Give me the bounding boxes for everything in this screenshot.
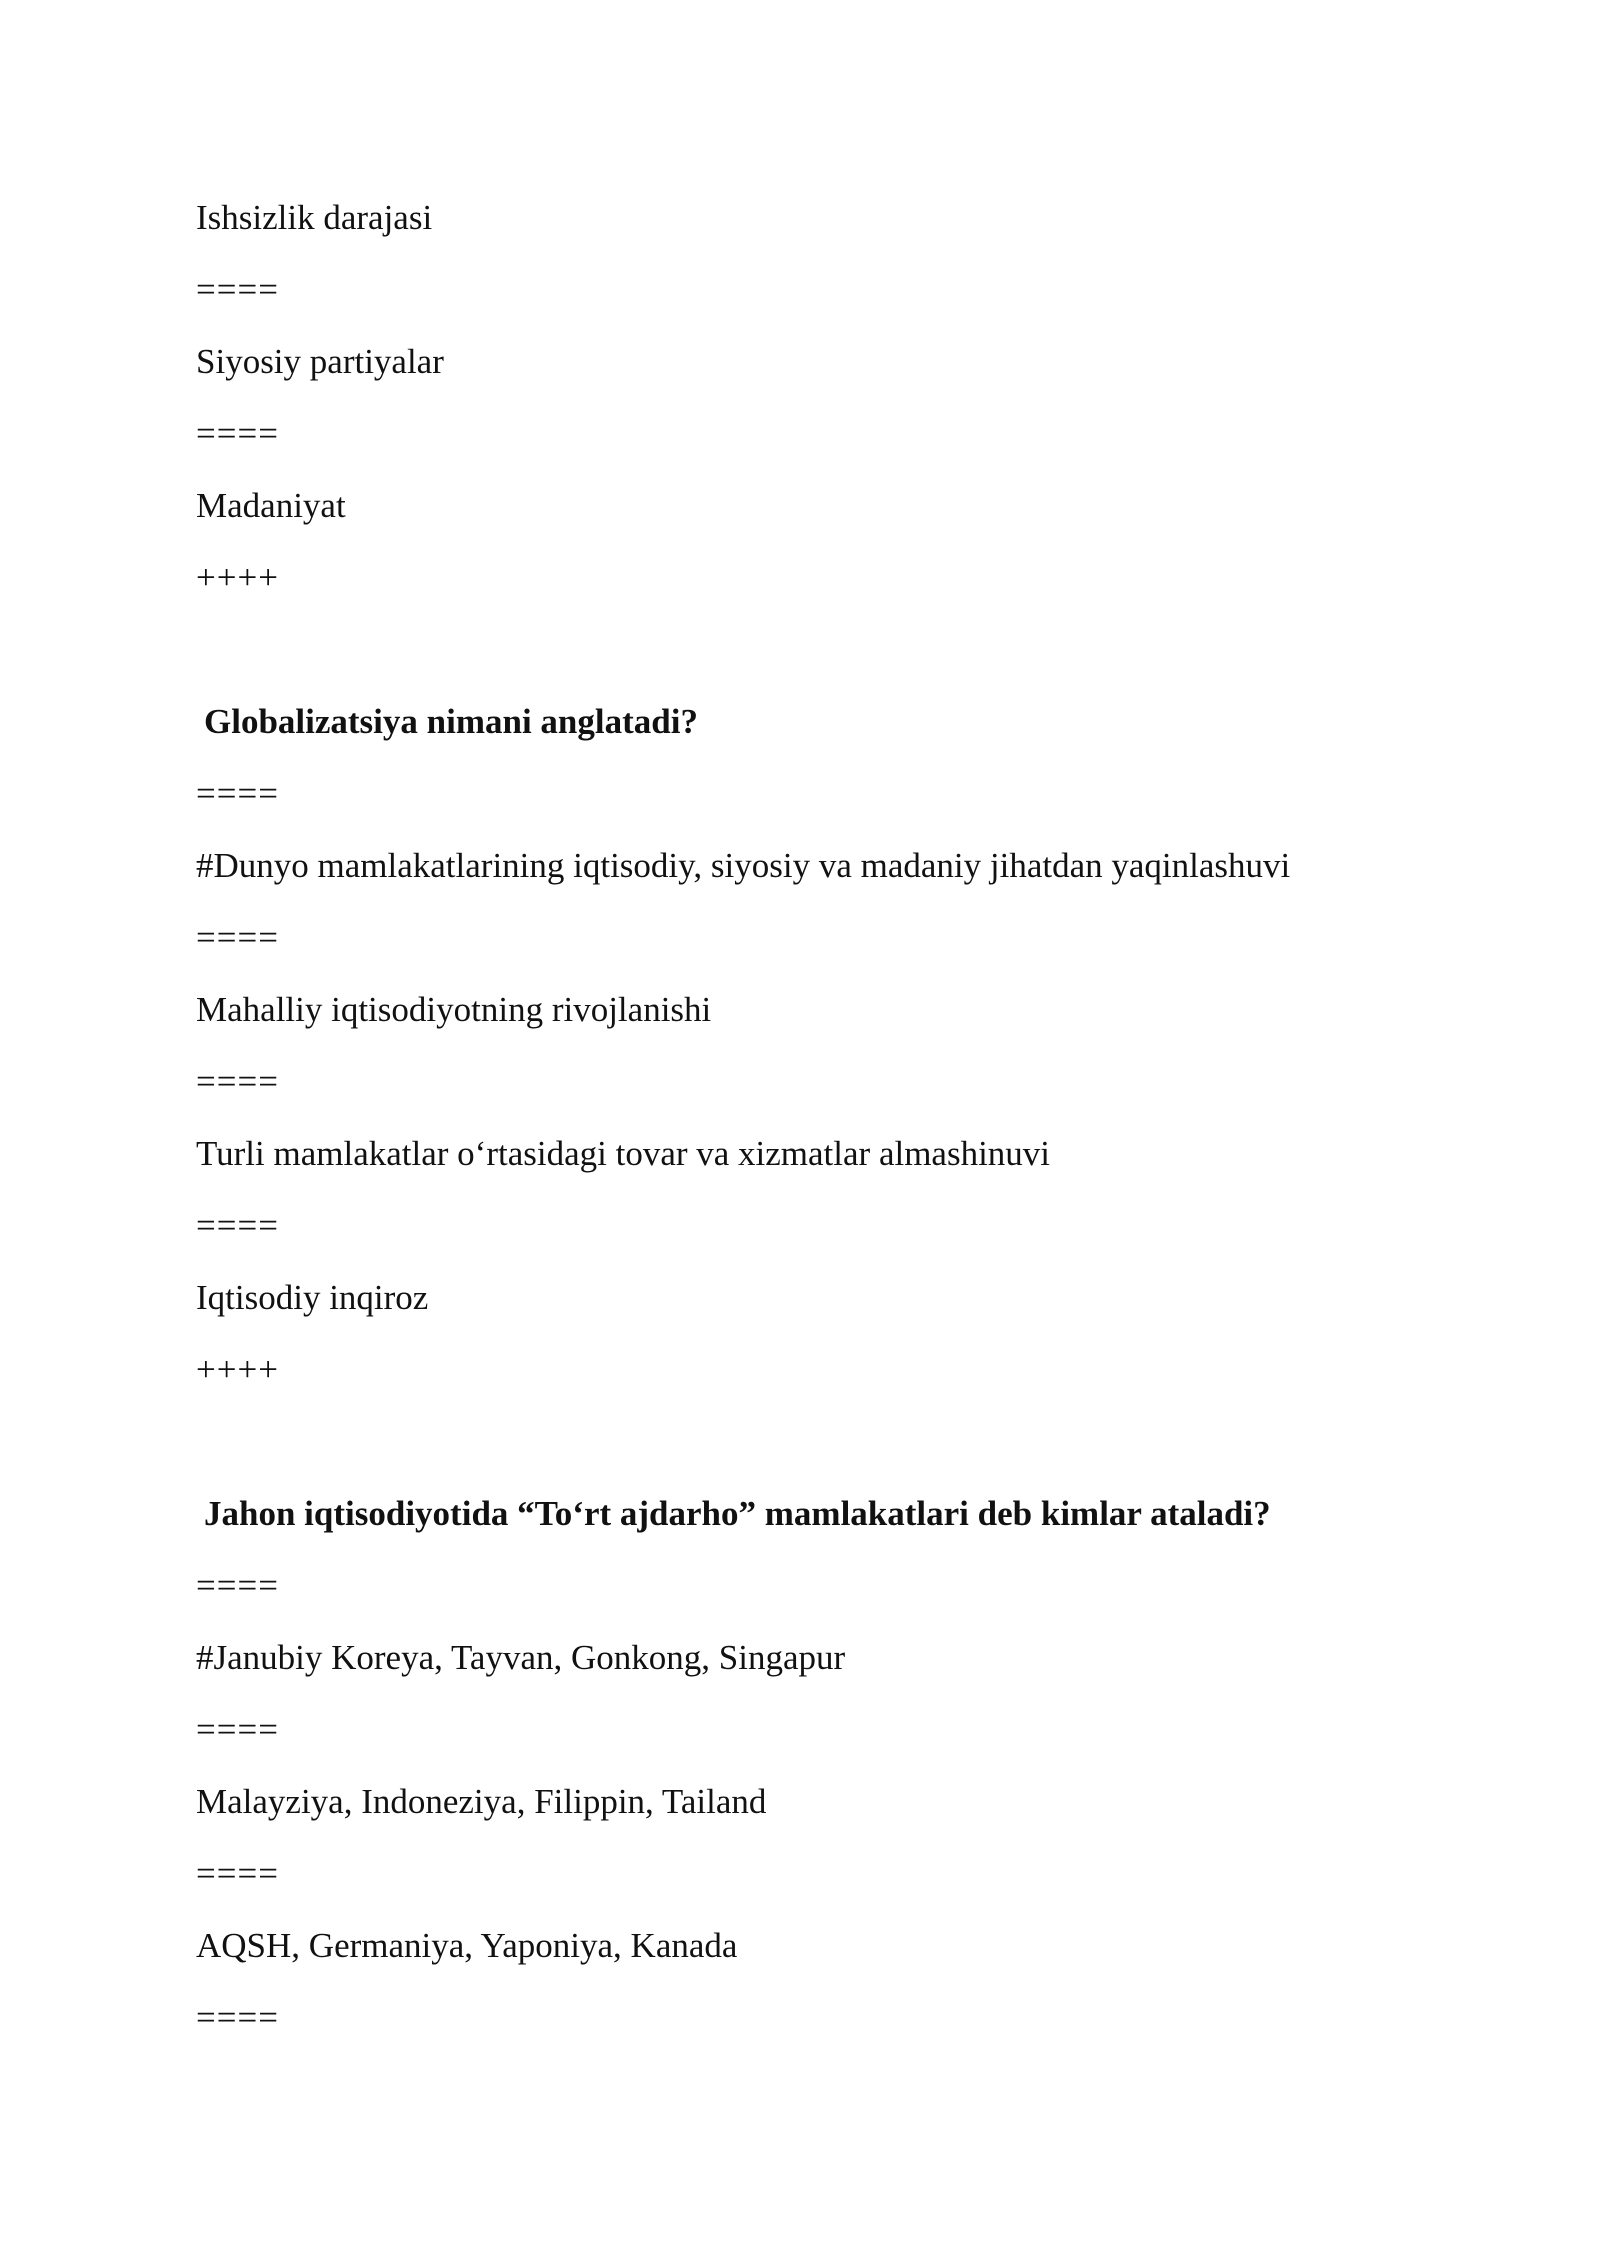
- answer-option: Madaniyat: [196, 486, 346, 525]
- separator: ====: [196, 1998, 279, 2037]
- separator: ====: [196, 1566, 279, 1605]
- separator: ====: [196, 1206, 279, 1245]
- answer-option: Mahalliy iqtisodiyotning rivojlanishi: [196, 990, 712, 1029]
- separator: ====: [196, 1710, 279, 1749]
- separator: ====: [196, 918, 279, 957]
- answer-option: Malayziya, Indoneziya, Filippin, Tailand: [196, 1782, 767, 1821]
- answer-option: Ishsizlik darajasi: [196, 198, 433, 237]
- question-text: Jahon iqtisodiyotida “To‘rt ajdarho” mamlakatlari deb kimlar ataladi?: [204, 1494, 1271, 1533]
- answer-option-correct: #Janubiy Koreya, Tayvan, Gonkong, Singapur: [196, 1638, 846, 1677]
- answer-option-correct: #Dunyo mamlakatlarining iqtisodiy, siyosiy va madaniy jihatdan yaqinlashuvi: [196, 846, 1291, 885]
- answer-option: AQSH, Germaniya, Yaponiya, Kanada: [196, 1926, 738, 1965]
- separator: ====: [196, 1062, 279, 1101]
- separator: ====: [196, 270, 279, 309]
- end-marker: ++++: [196, 558, 279, 597]
- answer-option: Siyosiy partiyalar: [196, 342, 444, 381]
- end-marker: ++++: [196, 1350, 279, 1389]
- answer-option: Turli mamlakatlar o‘rtasidagi tovar va xizmatlar almashinuvi: [196, 1134, 1051, 1173]
- separator: ====: [196, 414, 279, 453]
- separator: ====: [196, 774, 279, 813]
- answer-option: Iqtisodiy inqiroz: [196, 1278, 429, 1317]
- question-text: Globalizatsiya nimani anglatadi?: [204, 702, 698, 741]
- separator: ====: [196, 1854, 279, 1893]
